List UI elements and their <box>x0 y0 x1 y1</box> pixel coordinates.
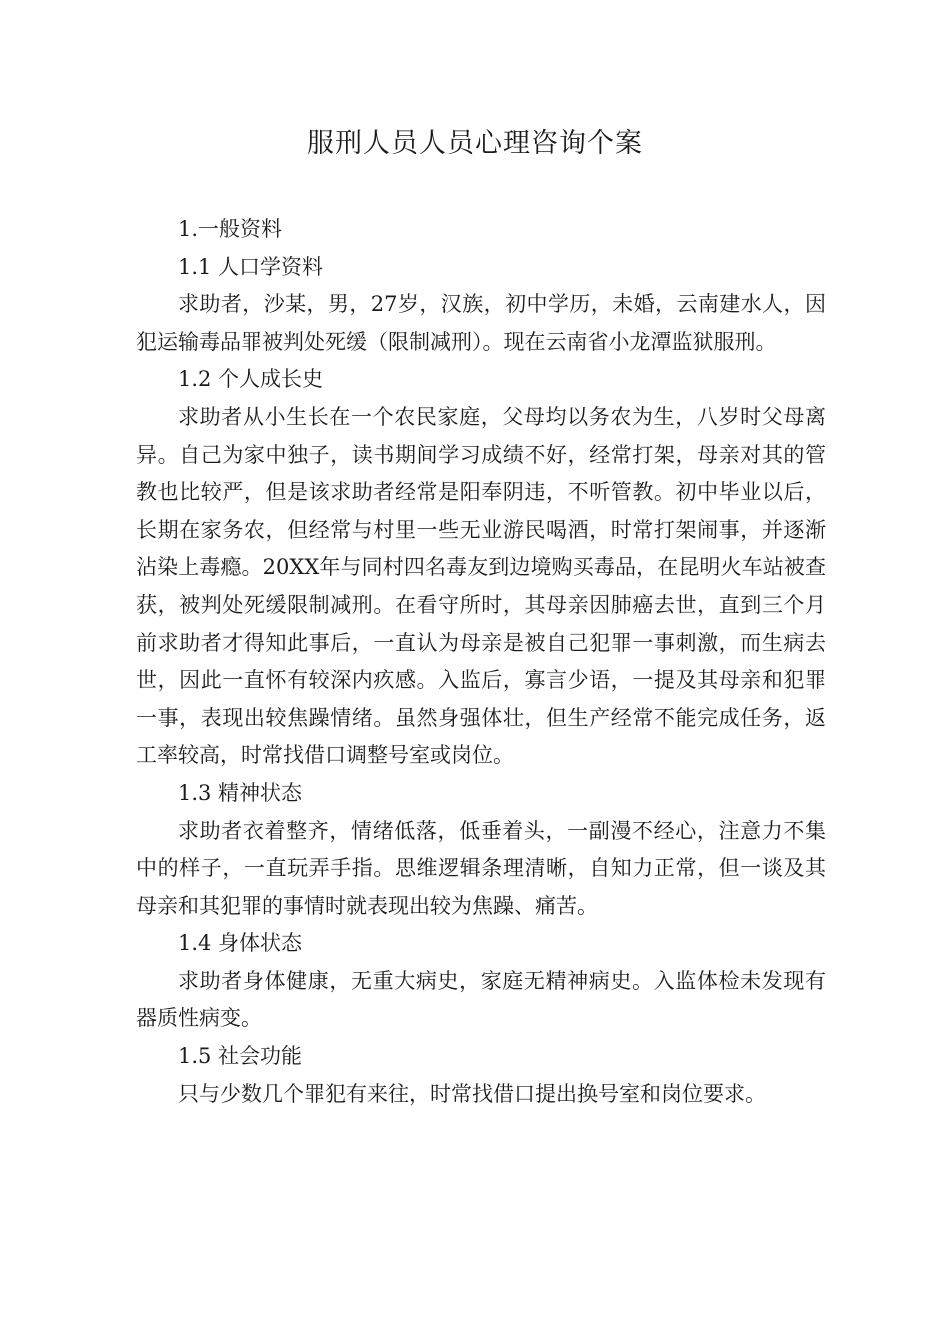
subsection-title: 个人成长史 <box>218 367 323 392</box>
subsection-number: 1.1 <box>178 254 212 279</box>
subsection-heading-social-function <box>136 1038 826 1076</box>
subsection-title: 社会功能 <box>218 1044 302 1069</box>
subsection-number: 1.4 <box>178 931 212 956</box>
subsection-title: 人口学资料 <box>218 254 323 279</box>
subsection-number: 1.2 <box>178 367 212 392</box>
paragraph-demographics: 求助者，沙某，男，27岁，汉族，初中学历，未婚，云南建水人，因犯运输毒品罪被判处死缓（限制减刑）。现在云南省小龙潭监狱服刑。 <box>136 292 826 354</box>
subsection-title: 精神状态 <box>218 780 302 805</box>
paragraph-growth-history: 求助者从小生长在一个农民家庭，父母均以务农为生，八岁时父母离异。自己为家中独子，读书期间学习成绩不好，经常打架，母亲对其的管教也比较严，但是该求助者经常是阳奉阴违，不听管教。初中毕业以后，长期在家务农，但经常与村里一些无业游民喝酒，时常打架闹事，并逐渐沾染上毒瘾。20XX年与同村四名毒友到边境购买毒品，在昆明火车站被查获，被判处死缓限制减刑。在看守所时，其母亲因肺癌去世，直到三个月前求助者才得知此事后，一直认为母亲是被自己犯罪一事刺激，而生病去世，因此一直怀有较深内疚感。入监后，寡言少语，一提及其母亲和犯罪一事，表现出较焦躁情绪。虽然身强体壮，但生产经常不能完成任务，返工率较高，时常找借口调整号室或岗位。 <box>136 404 826 768</box>
paragraph-social-function: 只与少数几个罪犯有来往，时常找借口提出换号室和岗位要求。 <box>178 1081 766 1106</box>
subsection-number: 1.3 <box>178 780 212 805</box>
paragraph-mental-state: 求助者衣着整齐，情绪低落，低垂着头，一副漫不经心，注意力不集中的样子，一直玩弄手指。思维逻辑条理清晰，自知力正常，但一谈及其母亲和其犯罪的事情时就表现出较为焦躁、痛苦。 <box>136 818 826 918</box>
paragraph-physical-state: 求助者身体健康，无重大病史，家庭无精神病史。入监体检未发现有器质性病变。 <box>136 968 826 1031</box>
document-body <box>136 211 826 1113</box>
subsection-title: 身体状态 <box>218 931 302 956</box>
subsection-heading-mental-state <box>136 775 826 813</box>
subsection-heading-physical-state <box>136 925 826 963</box>
subsection-number: 1.5 <box>178 1044 212 1069</box>
section-heading: 1.一般资料 <box>178 217 283 241</box>
document-title: 服刑人员人员心理咨询个案 <box>307 128 643 159</box>
subsection-heading-demographics <box>136 249 826 287</box>
subsection-heading-growth-history <box>136 361 826 399</box>
